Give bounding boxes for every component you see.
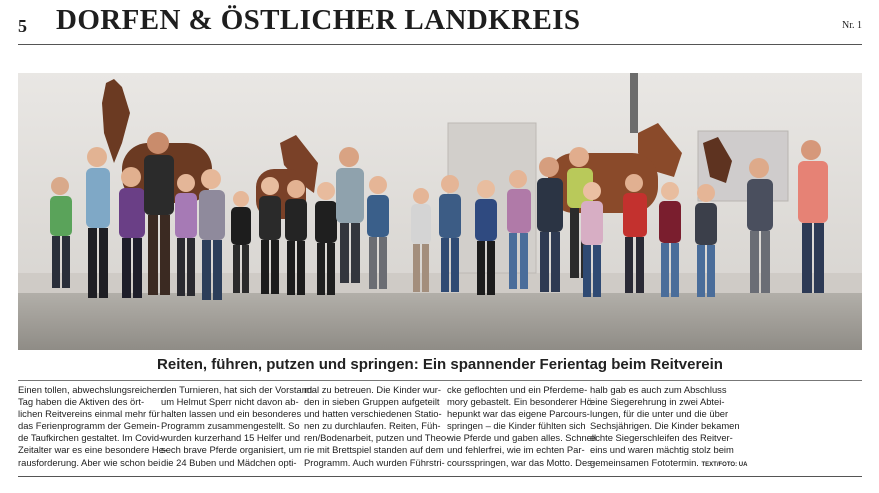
article-column-4 [447, 384, 597, 471]
column-line: den in sieben Gruppen aufgeteilt [304, 396, 440, 408]
column-line: eine Siegerehrung in zwei Abtei- [590, 396, 725, 408]
column-line: Tag haben die Aktiven des ört- [18, 396, 145, 408]
article-column-1 [18, 384, 168, 471]
article-headline: Reiten, führen, putzen und springen: Ein spannender Ferientag beim Reitverein [157, 356, 723, 373]
column-line: den Turnieren, hat sich der Vorstand [161, 384, 313, 395]
column-line: halten lassen und ein besonderes [161, 408, 302, 420]
article-photo [18, 73, 862, 350]
column-line: und fehlerfrei, wie im echten Par- [447, 444, 585, 456]
headline-rule [18, 380, 862, 381]
page-number: 5 [18, 16, 27, 36]
column-line: lungen, für die unter und die über [590, 408, 729, 420]
column-line: Programm zusammengestellt. So [161, 420, 300, 432]
column-line: springen – die Kinder fühlten sich [447, 420, 586, 432]
column-line: mory gebastelt. Ein besonderer Hö- [447, 396, 595, 408]
article-column-5 [590, 384, 748, 471]
column-line: wie Pferde und gaben alles. Schnell [447, 432, 597, 444]
column-line: ren/Bodenarbeit, putzen und Theo- [304, 432, 450, 444]
article-body [18, 384, 862, 471]
column-line: eins und waren mächtig stolz beim [590, 444, 734, 456]
section-title: DORFEN & ÖSTLICHER LANDKREIS [56, 4, 581, 36]
photo-credit: TEXT/FOTO: UA [701, 461, 748, 468]
column-line: nen zu durchlaufen. Reiten, Füh- [304, 420, 441, 432]
column-line: halb gab es auch zum Abschluss [590, 384, 727, 395]
column-line: Einen tollen, abwechslungsreichen [18, 384, 163, 395]
column-line: und hatten verschiedenen Statio- [304, 408, 442, 420]
column-line: das Ferienprogramm der Gemein- [18, 420, 160, 432]
group-photo-illustration [18, 73, 862, 350]
column-line: die 24 Buben und Mädchen opti- [161, 456, 297, 468]
article-column-3 [304, 384, 450, 471]
column-line: de Taufkirchen gestaltet. Im Covid- [18, 432, 163, 444]
header-rule [18, 44, 862, 45]
column-line: rie mit Brettspiel standen auf dem [304, 444, 444, 456]
column-line: rausforderung. Aber wie schon bei [18, 456, 161, 468]
column-line: Zeitalter war es eine besondere He- [18, 444, 168, 456]
article-column-2 [161, 384, 313, 471]
column-line: mal zu betreuen. Die Kinder wur- [304, 384, 442, 395]
column-line: um Helmut Sperr nicht davon ab- [161, 396, 299, 408]
footer-rule [18, 476, 862, 477]
column-line: lichen Reitvereins einmal mehr für [18, 408, 160, 420]
issue-number: Nr. 1 [842, 20, 862, 31]
column-line: sech brave Pferde organisiert, um [161, 444, 302, 456]
column-line: cke geflochten und ein Pferdeme- [447, 384, 588, 395]
column-line-text: gemeinsamen Fototermin. [590, 456, 699, 468]
column-line [590, 456, 748, 471]
newspaper-header [18, 4, 862, 44]
column-line: Programm. Auch wurden Führstri- [304, 456, 445, 468]
column-line: echte Siegerschleifen des Reitver- [590, 432, 733, 444]
column-line: Sechsjährigen. Die Kinder bekamen [590, 420, 740, 432]
column-line: hepunkt war das eigene Parcours- [447, 408, 590, 420]
column-line: coursspringen, war das Motto. Des- [447, 456, 595, 468]
column-line: wurden kurzerhand 15 Helfer und [161, 432, 301, 444]
